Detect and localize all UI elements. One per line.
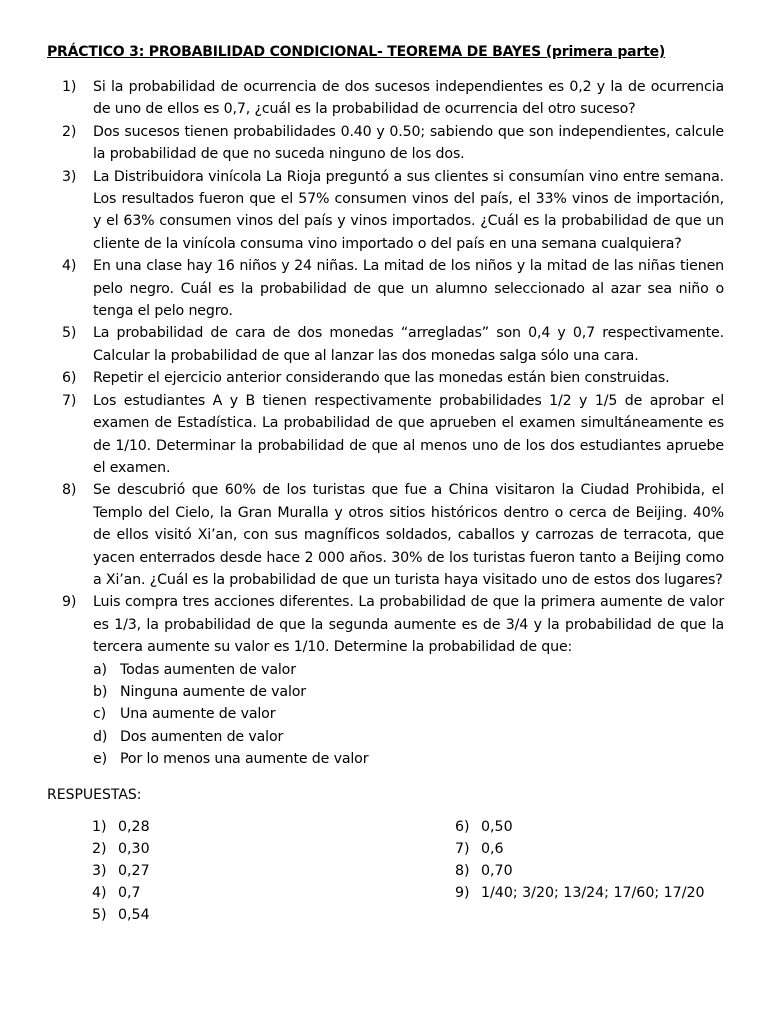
answer-value: 0,7	[118, 885, 141, 901]
problem-number: 8)	[62, 482, 77, 499]
answer-value: 0,6	[481, 841, 504, 857]
problem-text: Luis compra tres acciones diferentes. La probabilidad de que la primera aumente de valor es 1/3, la probabilidad de que la segunda aumente es de 3/4 y la probabilidad de que la tercera aumente su valor es 1/10. Determine la probabilidad de que:	[93, 594, 724, 656]
answer-item	[455, 882, 755, 904]
answer-number: 1)	[92, 819, 107, 835]
problem-item	[62, 121, 724, 166]
subitem-text: Todas aumenten de valor	[120, 661, 296, 678]
problem-list	[62, 76, 724, 771]
page-title: PRÁCTICO 3: PROBABILIDAD CONDICIONAL- TEOREMA DE BAYES (primera parte)	[47, 44, 666, 60]
answer-value: 0,54	[118, 907, 150, 923]
problem-item	[62, 76, 724, 121]
subitem	[93, 659, 724, 681]
answers-heading: RESPUESTAS:	[47, 787, 142, 803]
subitem-label: a)	[93, 661, 107, 678]
subitem	[93, 681, 724, 703]
answer-number: 6)	[455, 819, 470, 835]
problem-item	[62, 479, 724, 591]
subitem-text: Por lo menos una aumente de valor	[120, 751, 369, 768]
problem-item	[62, 255, 724, 322]
answers-column-right	[455, 816, 755, 904]
problem-item	[62, 591, 724, 770]
problem-text: En una clase hay 16 niños y 24 niñas. La mitad de los niños y la mitad de las niñas tienen pelo negro. Cuál es la probabilidad de que un alumno seleccionado al azar sea niño o tenga el pelo negro.	[93, 258, 724, 320]
subitem-label: d)	[93, 728, 108, 745]
answer-number: 8)	[455, 863, 470, 879]
answer-item	[455, 838, 755, 860]
answers-column-left	[92, 816, 392, 926]
answer-number: 3)	[92, 863, 107, 879]
problem-number: 4)	[62, 258, 77, 275]
answer-item	[92, 816, 392, 838]
answer-item	[92, 882, 392, 904]
answer-number: 9)	[455, 885, 470, 901]
subitem-label: e)	[93, 751, 107, 768]
answer-number: 4)	[92, 885, 107, 901]
subitem-label: b)	[93, 683, 108, 700]
problem-text: Repetir el ejercicio anterior considerando que las monedas están bien construidas.	[93, 370, 670, 387]
subitem-text: Ninguna aumente de valor	[120, 683, 306, 700]
subitem-text: Dos aumenten de valor	[120, 728, 284, 745]
subitem	[93, 703, 724, 725]
problem-number: 5)	[62, 325, 77, 342]
answer-item	[92, 838, 392, 860]
problem-text: Si la probabilidad de ocurrencia de dos sucesos independientes es 0,2 y la de ocurrencia de uno de ellos es 0,7, ¿cuál es la probabilidad de ocurrencia del otro suceso?	[93, 79, 724, 118]
answer-number: 7)	[455, 841, 470, 857]
problem-number: 3)	[62, 168, 77, 185]
answer-number: 5)	[92, 907, 107, 923]
problem-text: Se descubrió que 60% de los turistas que fue a China visitaron la Ciudad Prohibida, el Templo del Cielo, la Gran Muralla y otros sitios históricos dentro o cerca de Beijing. 40% de ellos visitó Xi’an, con sus magníficos soldados, caballos y carrozas de terracota, que yacen enterrados desde hace 2 000 años. 30% de los turistas fueron tanto a Beijing como a Xi’an. ¿Cuál es la probabilidad de que un turista haya visitado uno de estos dos lugares?	[93, 482, 724, 588]
answer-item	[92, 860, 392, 882]
problem-item	[62, 390, 724, 480]
subitem	[93, 726, 724, 748]
problem-item	[62, 322, 724, 367]
subitem	[93, 748, 724, 770]
answer-value: 0,30	[118, 841, 150, 857]
problem-text: La Distribuidora vinícola La Rioja preguntó a sus clientes si consumían vino entre semana. Los resultados fueron que el 57% consumen vinos del país, el 33% vinos de importación, y el 63% consumen vinos del país y vinos importados. ¿Cuál es la probabilidad de que un cliente de la vinícola consuma vino importado o del país en una semana cualquiera?	[93, 168, 724, 252]
answer-item	[455, 860, 755, 882]
problem-item	[62, 166, 724, 256]
subitem-list	[93, 659, 724, 771]
answer-number: 2)	[92, 841, 107, 857]
problem-item	[62, 367, 724, 389]
problem-text: La probabilidad de cara de dos monedas “arregladas” son 0,4 y 0,7 respectivamente. Calcular la probabilidad de que al lanzar las dos monedas salga sólo una cara.	[93, 325, 724, 364]
problem-number: 2)	[62, 123, 77, 140]
answer-value: 0,28	[118, 819, 150, 835]
answer-item	[455, 816, 755, 838]
problem-number: 6)	[62, 370, 77, 387]
problem-number: 1)	[62, 79, 77, 95]
subitem-text: Una aumente de valor	[120, 706, 276, 723]
answer-value: 0,27	[118, 863, 150, 879]
answer-value: 0,70	[481, 863, 513, 879]
problem-text: Los estudiantes A y B tienen respectivamente probabilidades 1/2 y 1/5 de aprobar el examen de Estadística. La probabilidad de que aprueben el examen simultáneamente es de 1/10. Determinar la probabilidad de que al menos uno de los dos estudiantes apruebe el examen.	[93, 392, 724, 476]
subitem-label: c)	[93, 706, 107, 723]
problem-number: 7)	[62, 392, 77, 409]
problem-text: Dos sucesos tienen probabilidades 0.40 y 0.50; sabiendo que son independientes, calcule la probabilidad de que no suceda ninguno de los dos.	[93, 123, 724, 163]
answer-value: 0,50	[481, 819, 513, 835]
problem-number: 9)	[62, 594, 77, 611]
answer-value: 1/40; 3/20; 13/24; 17/60; 17/20	[481, 885, 705, 901]
answer-item	[92, 904, 392, 926]
